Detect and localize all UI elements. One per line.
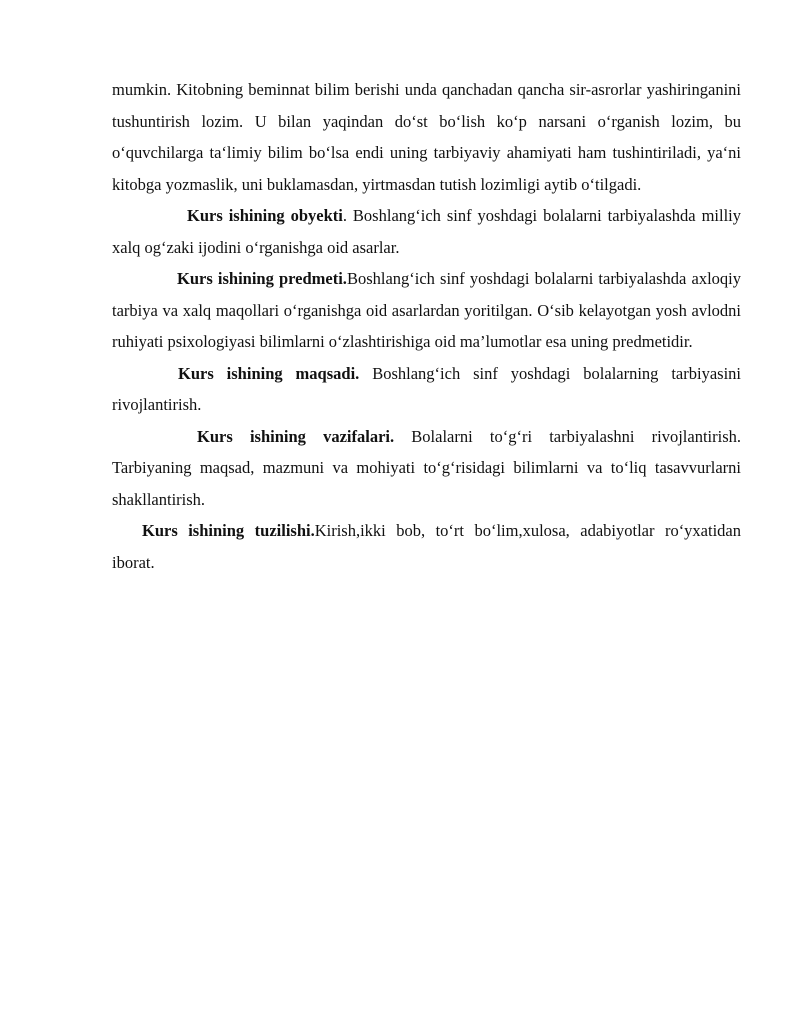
section-subject [112, 263, 741, 358]
section-structure-term: Kurs ishining tuzilishi. [142, 521, 315, 540]
section-structure [112, 515, 741, 578]
section-structure-text: Kirish,ikki bob, to‘rt bo‘lim,xulosa, adabiyotlar ro‘yxatidan iborat. [112, 521, 741, 572]
intro-paragraph: mumkin. Kitobning beminnat bilim berishi unda qanchadan qancha sir-asrorlar yashiringanini tushuntirish lozim. U bilan yaqindan do‘st bo‘lish ko‘p narsani o‘rganish lozim, bu o‘quvchilarga ta‘limiy bilim bo‘lsa endi uning tarbiyaviy ahamiyati ham tushintiriladi, ya‘ni kitobga yozmaslik, uni buklamasdan, yirtmasdan tutish lozimligi aytib o‘tilgadi. [112, 80, 741, 194]
section-tasks-term: Kurs ishining vazifalari. [197, 426, 395, 446]
section-goal-term: Kurs ishining maqsadi. [178, 363, 360, 383]
section-subject-text: Boshlang‘ich sinf yoshdagi bolalarni tarbiyalashda axloqiy tarbiya va xalq maqollari o‘rganishga oid asarlardan yoritilgan. O‘sib kelayotgan yosh avlodni ruhiyati psixologiyasi bilimlarni o‘zlashtirishiga oid ma’lumotlar esa uning predmetidir. [112, 269, 741, 351]
section-object-term: Kurs ishining obyekti [187, 206, 343, 225]
section-goal [112, 358, 741, 421]
section-tasks-text: Bolalarni to‘g‘ri tarbiyalashni rivojlantirish. Tarbiyaning maqsad, mazmuni va mohiyati to‘g‘risidagi bilimlarni va to‘liq tasavvurlarni shakllantirish. [112, 426, 741, 509]
section-object-text: . Boshlang‘ich sinf yoshdagi bolalarni tarbiyalashda milliy xalq og‘zaki ijodini o‘rganishga oid asarlar. [112, 206, 741, 257]
section-tasks [112, 421, 741, 516]
section-subject-term: Kurs ishining predmeti. [177, 269, 347, 288]
section-goal-text: Boshlang‘ich sinf yoshdagi bolalarning tarbiyasini rivojlantirish. [112, 363, 741, 414]
document-page [112, 74, 741, 578]
section-object [112, 200, 741, 263]
